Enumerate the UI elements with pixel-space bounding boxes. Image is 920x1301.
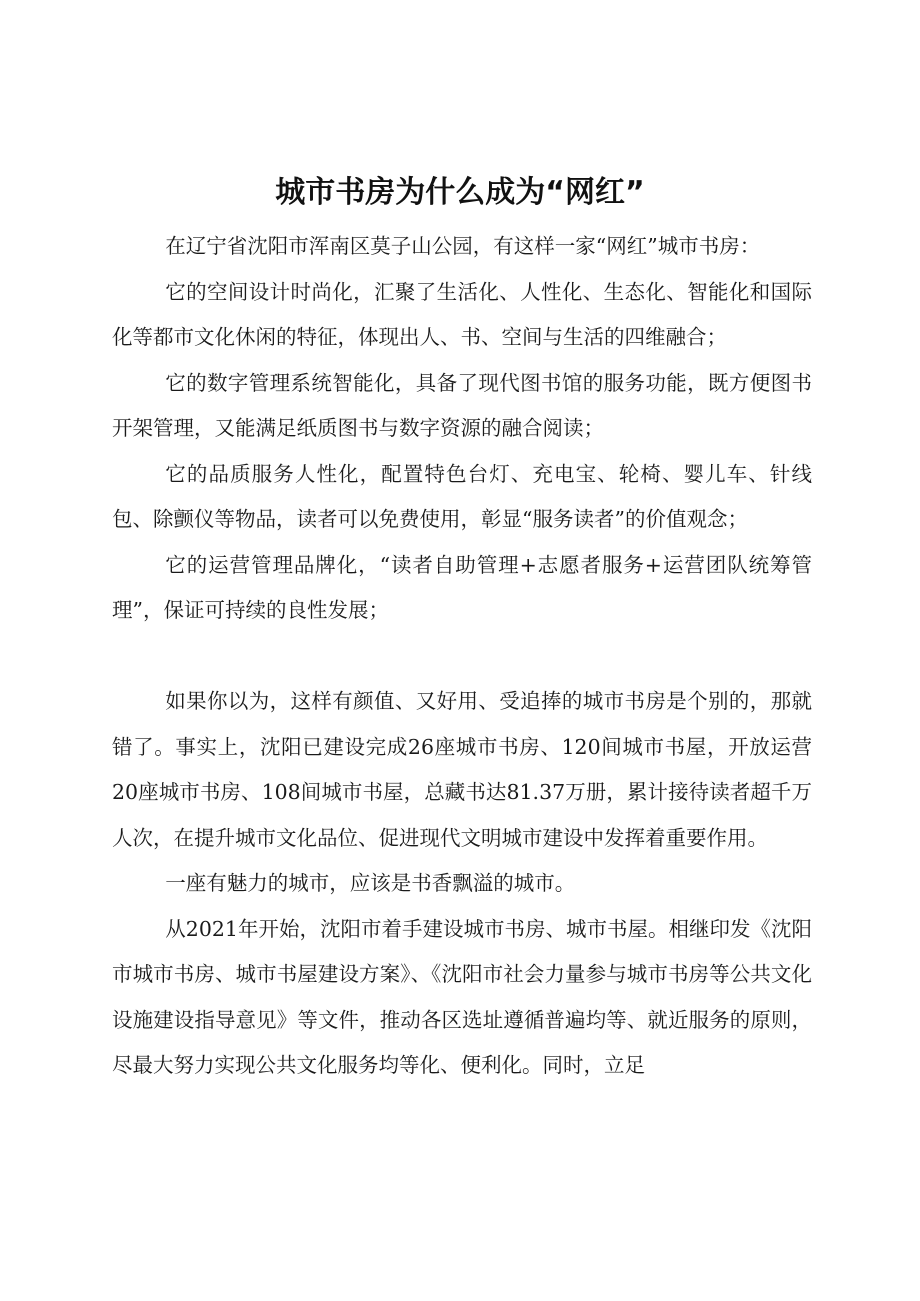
paragraph: 从2021年开始，沈阳市着手建设城市书房、城市书屋。相继印发《沈阳市城市书房、城市书屋建设方案》、《沈阳市社会力量参与城市书房等公共文化设施建设指导意见》等文件，推动各区选址遵循普遍均等、就近服务的原则，尽最大努力实现公共文化服务均等化、便利化。同时，立足 bbox=[112, 916, 812, 1077]
paragraph: 它的空间设计时尚化，汇聚了生活化、人性化、生态化、智能化和国际化等都市文化休闲的特征，体现出人、书、空间与生活的四维融合； bbox=[112, 279, 812, 349]
paragraph-spacer bbox=[112, 634, 812, 680]
article-title: 城市书房为什么成为“网红” bbox=[275, 175, 645, 210]
paragraph: 一座有魅力的城市，应该是书香飘溢的城市。 bbox=[165, 871, 576, 895]
paragraph: 它的运营管理品牌化，“读者自助管理+志愿者服务+运营团队统筹管理”，保证可持续的良性发展； bbox=[112, 552, 812, 622]
paragraph: 它的数字管理系统智能化，具备了现代图书馆的服务功能，既方便图书开架管理，又能满足纸质图书与数字资源的融合阅读； bbox=[112, 370, 812, 440]
paragraph: 如果你以为，这样有颜值、又好用、受追捧的城市书房是个别的，那就错了。事实上，沈阳已建设完成26座城市书房、120间城市书屋，开放运营20座城市书房、108间城市书屋，总藏书达81.37万册，累计接待读者超千万人次，在提升城市文化品位、促进现代文明城市建设中发挥着重要作用。 bbox=[112, 689, 812, 850]
paragraph: 在辽宁省沈阳市浑南区莫子山公园，有这样一家“网红”城市书房： bbox=[165, 234, 761, 258]
paragraph: 它的品质服务人性化，配置特色台灯、充电宝、轮椅、婴儿车、针线包、除颤仪等物品，读者可以免费使用，彰显“服务读者”的价值观念； bbox=[112, 461, 812, 531]
article-body bbox=[112, 224, 812, 1089]
